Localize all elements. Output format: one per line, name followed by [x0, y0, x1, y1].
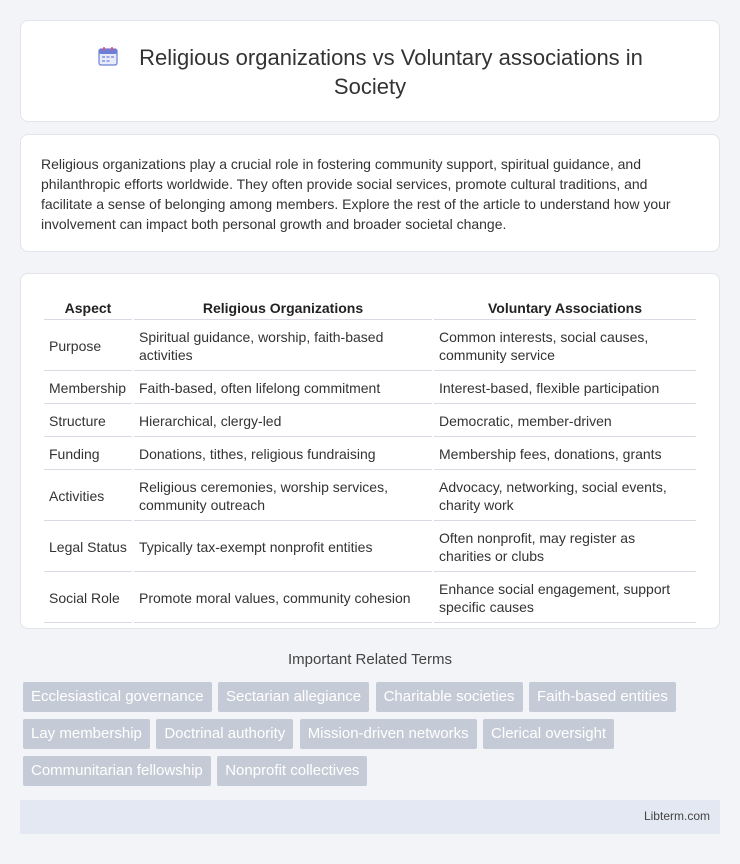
table-row: [44, 574, 696, 623]
related-terms-list: [23, 682, 723, 793]
cell-voluntary: Common interests, social causes, community service: [434, 322, 696, 371]
cell-religious: Hierarchical, clergy-led: [134, 406, 432, 437]
table-header-row: [44, 296, 696, 320]
footer-site-link[interactable]: Libterm.com: [643, 809, 710, 823]
cell-aspect: Legal Status: [44, 523, 132, 572]
cell-religious: Faith-based, often lifelong commitment: [134, 373, 432, 404]
related-terms-title: Important Related Terms: [288, 651, 452, 668]
page-title: Religious organizations vs Voluntary associations in Society: [139, 45, 643, 99]
intro-paragraph: Religious organizations play a crucial role in fostering community support, spiritual guidance, and philanthropic efforts worldwide. They often provide social services, promote cultural traditions, and facilitate a sense of belonging among members. Explore the rest of the article to understand how your involvement can impact both personal growth and broader societal change.: [41, 156, 671, 232]
cell-religious: Typically tax-exempt nonprofit entities: [134, 523, 432, 572]
cell-voluntary: Interest-based, flexible participation: [434, 373, 696, 404]
header-religious: Religious Organizations: [134, 296, 432, 320]
cell-voluntary: Membership fees, donations, grants: [434, 439, 696, 470]
cell-aspect: Structure: [44, 406, 132, 437]
term-tag[interactable]: Faith-based entities: [529, 682, 676, 712]
term-tag[interactable]: Sectarian allegiance: [218, 682, 369, 712]
cell-aspect: Funding: [44, 439, 132, 470]
calendar-icon: [97, 45, 119, 67]
table-row: [44, 322, 696, 371]
cell-aspect: Membership: [44, 373, 132, 404]
cell-voluntary: Often nonprofit, may register as charities or clubs: [434, 523, 696, 572]
cell-aspect: Purpose: [44, 322, 132, 371]
term-tag[interactable]: Mission-driven networks: [300, 719, 477, 749]
header-voluntary: Voluntary Associations: [434, 296, 696, 320]
term-tag[interactable]: Charitable societies: [376, 682, 523, 712]
term-tag[interactable]: Nonprofit collectives: [217, 756, 367, 786]
table-row: [44, 373, 696, 404]
table-row: [44, 406, 696, 437]
table-row: [44, 523, 696, 572]
header-card: [20, 20, 720, 122]
intro-card: [20, 134, 720, 252]
table-row: [44, 439, 696, 470]
term-tag[interactable]: Communitarian fellowship: [23, 756, 211, 786]
header-aspect: Aspect: [44, 296, 132, 320]
comparison-table: [42, 294, 698, 625]
table-row: [44, 472, 696, 521]
cell-religious: Promote moral values, community cohesion: [134, 574, 432, 623]
term-tag[interactable]: Doctrinal authority: [156, 719, 293, 749]
term-tag[interactable]: Clerical oversight: [483, 719, 614, 749]
cell-aspect: Social Role: [44, 574, 132, 623]
term-tag[interactable]: Lay membership: [23, 719, 150, 749]
cell-religious: Spiritual guidance, worship, faith-based activities: [134, 322, 432, 371]
cell-aspect: Activities: [44, 472, 132, 521]
cell-voluntary: Advocacy, networking, social events, charity work: [434, 472, 696, 521]
cell-voluntary: Enhance social engagement, support specific causes: [434, 574, 696, 623]
cell-voluntary: Democratic, member-driven: [434, 406, 696, 437]
footer-bar: [20, 800, 720, 834]
term-tag[interactable]: Ecclesiastical governance: [23, 682, 212, 712]
cell-religious: Religious ceremonies, worship services, community outreach: [134, 472, 432, 521]
comparison-card: [20, 273, 720, 629]
cell-religious: Donations, tithes, religious fundraising: [134, 439, 432, 470]
page-title-wrap: [61, 43, 679, 101]
